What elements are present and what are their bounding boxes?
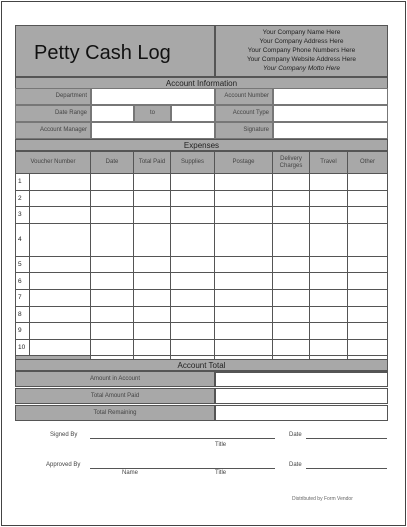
voucher-cell[interactable]: [30, 174, 91, 191]
col-voucher-number-label: Voucher Number: [30, 159, 76, 166]
approved-date-line[interactable]: [306, 468, 387, 469]
date-cell[interactable]: [91, 223, 134, 256]
department-label: Department: [15, 88, 91, 105]
voucher-cell[interactable]: [30, 256, 91, 273]
other-cell[interactable]: [348, 256, 388, 273]
signed-date-line[interactable]: [306, 438, 387, 439]
col-voucher-number: [16, 152, 91, 174]
to-label: to: [134, 105, 171, 122]
total-paid-cell[interactable]: [134, 306, 171, 323]
supplies-cell[interactable]: [171, 306, 215, 323]
signature-field[interactable]: [273, 122, 388, 139]
title-box: [15, 25, 215, 77]
total-paid-cell[interactable]: [134, 339, 171, 356]
row-number: 5: [16, 256, 30, 273]
travel-cell[interactable]: [310, 323, 348, 340]
travel-cell[interactable]: [310, 289, 348, 306]
company-phone: Your Company Phone Numbers Here: [247, 47, 356, 54]
date-cell[interactable]: [91, 323, 134, 340]
postage-cell[interactable]: [215, 256, 273, 273]
total-paid-cell[interactable]: [134, 256, 171, 273]
col-supplies: Supplies: [171, 152, 215, 174]
supplies-cell[interactable]: [171, 207, 215, 224]
supplies-cell[interactable]: [171, 339, 215, 356]
amount-in-account-row: [15, 371, 388, 387]
row-number: 10: [16, 339, 30, 356]
supplies-cell[interactable]: [171, 323, 215, 340]
expense-row: [16, 306, 388, 323]
other-cell[interactable]: [348, 190, 388, 207]
account-manager-field[interactable]: [91, 122, 215, 139]
row-number: 1: [16, 174, 30, 191]
expense-row: [16, 207, 388, 224]
date-range-label: Date Range: [15, 105, 91, 122]
total-paid-cell[interactable]: [134, 323, 171, 340]
account-number-label: Account Number: [215, 88, 273, 105]
other-cell[interactable]: [348, 174, 388, 191]
account-number-field[interactable]: [273, 88, 388, 105]
expense-row: [16, 289, 388, 306]
travel-cell[interactable]: [310, 174, 348, 191]
department-field[interactable]: [91, 88, 215, 105]
total-paid-cell[interactable]: [134, 223, 171, 256]
other-cell[interactable]: [348, 207, 388, 224]
postage-cell[interactable]: [215, 306, 273, 323]
signature-label: Signature: [215, 122, 273, 139]
travel-cell[interactable]: [310, 223, 348, 256]
col-date: Date: [91, 152, 134, 174]
expenses-header-row: [16, 152, 388, 174]
delivery-cell[interactable]: [273, 289, 310, 306]
signed-date-label: Date: [289, 432, 302, 438]
signed-by-line[interactable]: [90, 438, 275, 439]
postage-cell[interactable]: [215, 174, 273, 191]
voucher-cell[interactable]: [30, 339, 91, 356]
delivery-cell[interactable]: [273, 207, 310, 224]
col-travel: Travel: [310, 152, 348, 174]
col-delivery-charges: Delivery Charges: [273, 152, 310, 174]
total-remaining-row: [15, 405, 388, 421]
account-type-field[interactable]: [273, 105, 388, 122]
petty-cash-form: [1, 1, 406, 526]
total-amount-paid-field[interactable]: [215, 388, 388, 404]
other-cell[interactable]: [348, 289, 388, 306]
voucher-cell[interactable]: [30, 289, 91, 306]
date-cell[interactable]: [91, 207, 134, 224]
other-cell[interactable]: [348, 339, 388, 356]
row-number: 7: [16, 289, 30, 306]
expense-row: [16, 256, 388, 273]
date-cell[interactable]: [91, 339, 134, 356]
account-info-heading: Account Information: [15, 77, 388, 89]
amount-in-account-label: Amount in Account: [15, 371, 215, 387]
total-amount-paid-row: [15, 388, 388, 404]
other-cell[interactable]: [348, 306, 388, 323]
date-cell[interactable]: [91, 190, 134, 207]
supplies-cell[interactable]: [171, 273, 215, 290]
postage-cell[interactable]: [215, 190, 273, 207]
row-number: 9: [16, 323, 30, 340]
voucher-cell[interactable]: [30, 306, 91, 323]
expense-row: [16, 339, 388, 356]
total-remaining-label: Total Remaining: [15, 405, 215, 421]
other-cell[interactable]: [348, 323, 388, 340]
supplies-cell[interactable]: [171, 289, 215, 306]
postage-cell[interactable]: [215, 207, 273, 224]
total-paid-cell[interactable]: [134, 190, 171, 207]
col-postage: Postage: [215, 152, 273, 174]
amount-in-account-field[interactable]: [215, 371, 388, 387]
voucher-cell[interactable]: [30, 323, 91, 340]
footer-credit: Distributed by Form Vendor: [292, 496, 353, 502]
voucher-cell[interactable]: [30, 207, 91, 224]
supplies-cell[interactable]: [171, 174, 215, 191]
date-from-field[interactable]: [91, 105, 134, 122]
date-cell[interactable]: [91, 256, 134, 273]
company-name: Your Company Name Here: [262, 29, 341, 36]
row-number: 3: [16, 207, 30, 224]
expense-row: [16, 273, 388, 290]
company-motto: Your Company Motto Here: [263, 65, 340, 72]
delivery-cell[interactable]: [273, 174, 310, 191]
account-type-label: Account Type: [215, 105, 273, 122]
date-cell[interactable]: [91, 289, 134, 306]
postage-cell[interactable]: [215, 289, 273, 306]
expense-row: [16, 174, 388, 191]
travel-cell[interactable]: [310, 306, 348, 323]
voucher-cell[interactable]: [30, 223, 91, 256]
postage-cell[interactable]: [215, 323, 273, 340]
travel-cell[interactable]: [310, 256, 348, 273]
company-info-box: [215, 25, 388, 77]
approved-date-label: Date: [289, 462, 302, 468]
other-cell[interactable]: [348, 223, 388, 256]
total-amount-paid-label: Total Amount Paid: [15, 388, 215, 404]
col-total-paid: Total Paid: [134, 152, 171, 174]
travel-cell[interactable]: [310, 339, 348, 356]
date-to-field[interactable]: [171, 105, 215, 122]
col-other: Other: [348, 152, 388, 174]
delivery-cell[interactable]: [273, 256, 310, 273]
date-cell[interactable]: [91, 174, 134, 191]
row-number: 2: [16, 190, 30, 207]
delivery-cell[interactable]: [273, 323, 310, 340]
account-info-table: [15, 88, 388, 139]
expense-row: [16, 323, 388, 340]
delivery-cell[interactable]: [273, 223, 310, 256]
date-cell[interactable]: [91, 273, 134, 290]
other-cell[interactable]: [348, 273, 388, 290]
travel-cell[interactable]: [310, 190, 348, 207]
delivery-cell[interactable]: [273, 190, 310, 207]
expenses-table: [15, 151, 388, 373]
travel-cell[interactable]: [310, 273, 348, 290]
approved-name-label: Name: [122, 470, 139, 476]
total-paid-cell[interactable]: [134, 273, 171, 290]
voucher-cell[interactable]: [30, 273, 91, 290]
total-paid-cell[interactable]: [134, 174, 171, 191]
company-address: Your Company Address Here: [259, 38, 344, 45]
signed-title-label: Title: [215, 442, 227, 448]
supplies-cell[interactable]: [171, 223, 215, 256]
delivery-cell[interactable]: [273, 339, 310, 356]
total-paid-cell[interactable]: [134, 289, 171, 306]
row-number: 8: [16, 306, 30, 323]
form-title: Petty Cash Log: [34, 42, 171, 64]
postage-cell[interactable]: [215, 339, 273, 356]
date-cell[interactable]: [91, 306, 134, 323]
signed-by-label: Signed By: [50, 432, 78, 438]
voucher-cell[interactable]: [30, 190, 91, 207]
delivery-cell[interactable]: [273, 306, 310, 323]
approved-by-label: Approved By: [46, 462, 81, 468]
total-paid-cell[interactable]: [134, 207, 171, 224]
supplies-cell[interactable]: [171, 256, 215, 273]
row-number: 6: [16, 273, 30, 290]
account-total-heading: Account Total: [15, 359, 388, 371]
postage-cell[interactable]: [215, 223, 273, 256]
delivery-cell[interactable]: [273, 273, 310, 290]
expenses-heading: Expenses: [15, 139, 388, 151]
approved-title-label: Title: [215, 470, 227, 476]
row-number: 4: [16, 223, 30, 256]
travel-cell[interactable]: [310, 207, 348, 224]
account-manager-label: Account Manager: [15, 122, 91, 139]
approved-by-line[interactable]: [90, 468, 275, 469]
total-remaining-field[interactable]: [215, 405, 388, 421]
postage-cell[interactable]: [215, 273, 273, 290]
expense-row: [16, 190, 388, 207]
supplies-cell[interactable]: [171, 190, 215, 207]
expense-row: [16, 223, 388, 256]
company-website: Your Company Website Address Here: [246, 56, 357, 63]
